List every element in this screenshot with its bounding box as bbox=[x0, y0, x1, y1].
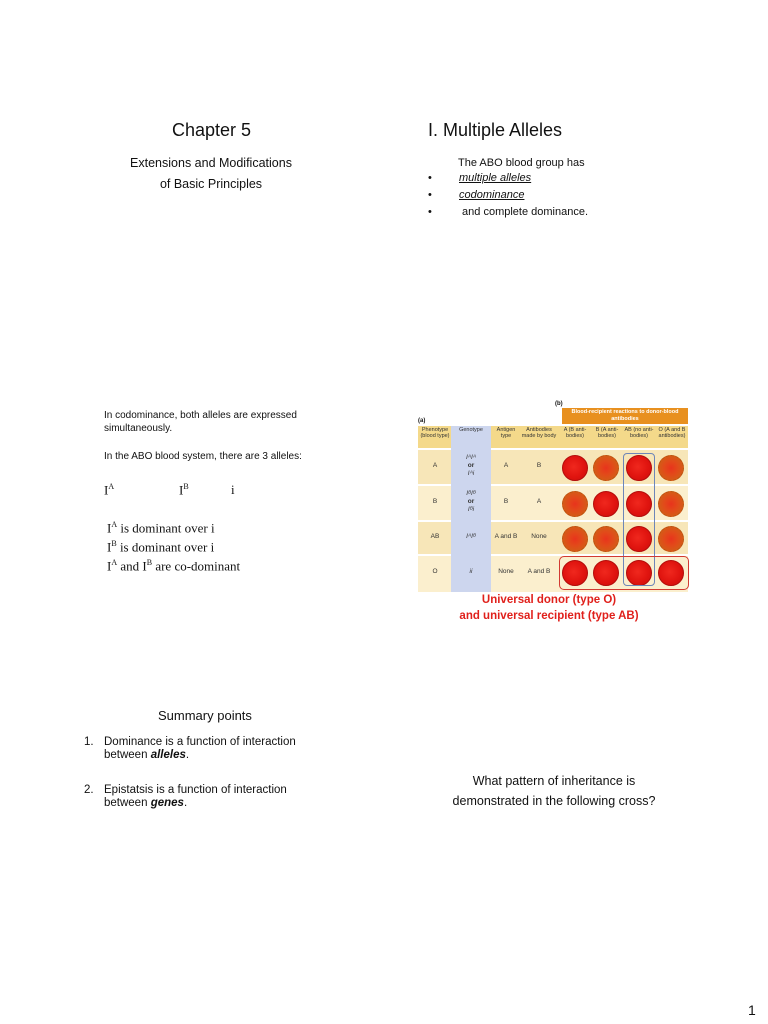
subtitle-line1: Extensions and Modifications bbox=[130, 156, 292, 170]
summary-title: Summary points bbox=[158, 708, 252, 723]
dominance-statement-1: $I^A$ is dominant over i bbox=[107, 520, 215, 536]
bullet-item bbox=[428, 172, 678, 189]
cell-phenotype: AB bbox=[430, 533, 440, 540]
reaction-spot-clumped bbox=[658, 526, 684, 552]
cell-genotype: ii bbox=[469, 568, 473, 575]
reaction-header: Blood-recipient reactions to donor-blood antibodies bbox=[562, 408, 688, 424]
col-header-phenotype: Phenotype (blood type) bbox=[420, 427, 450, 439]
reaction-spot-smooth bbox=[593, 491, 619, 517]
col-header-genotype: Genotype bbox=[459, 427, 483, 433]
col-header-donor-b: B (A anti-bodies) bbox=[595, 427, 619, 439]
cell-phenotype: B bbox=[432, 498, 438, 505]
chapter-title: Chapter 5 bbox=[172, 120, 252, 140]
col-header-donor-ab: AB (no anti-bodies) bbox=[624, 427, 654, 439]
col-header-antibodies: Antibodies made by body bbox=[521, 427, 557, 439]
reaction-spot-clumped bbox=[593, 455, 619, 481]
reaction-spot-clumped bbox=[658, 491, 684, 517]
abo-intro: The ABO blood group has bbox=[458, 157, 585, 169]
bullet-text: and complete dominance. bbox=[459, 206, 589, 218]
bullet-item bbox=[428, 189, 678, 206]
col-header-donor-a: A (B anti-bodies) bbox=[563, 427, 587, 439]
summary-item-2: 2. Epistatsis is a function of interaction between genes. bbox=[84, 784, 287, 809]
label-a: (a) bbox=[418, 418, 426, 424]
cell-antibody: A bbox=[536, 498, 542, 505]
cell-antigen: A bbox=[503, 462, 509, 469]
reaction-spot-clumped bbox=[658, 455, 684, 481]
codominance-text: In codominance, both alleles are expressed simultaneously. bbox=[104, 410, 297, 434]
page-number: 1 bbox=[748, 1002, 756, 1018]
inheritance-question: What pattern of inheritance is demonstrated in the following cross? bbox=[452, 774, 656, 808]
bullet-dot: • bbox=[428, 172, 432, 184]
bullet-item bbox=[428, 206, 678, 223]
chapter-subtitle bbox=[111, 153, 311, 195]
bullet-list bbox=[428, 172, 678, 223]
bullet-text: codominance bbox=[459, 189, 525, 201]
bullet-text: multiple alleles bbox=[459, 172, 532, 184]
cell-antigen: B bbox=[503, 498, 509, 505]
universal-recipient-caption: and universal recipient (type AB) bbox=[459, 610, 639, 622]
dominance-statement-2: $I^B$ is dominant over i bbox=[107, 539, 215, 555]
reaction-spot-clumped bbox=[562, 491, 588, 517]
cell-phenotype: A bbox=[432, 462, 438, 469]
universal-donor-caption: Universal donor (type O) bbox=[481, 594, 617, 606]
cell-antibody: None bbox=[531, 533, 547, 540]
cell-genotype: IᴬIᴬ or Iᴬi bbox=[466, 454, 476, 477]
summary-item-1: 1. Dominance is a function of interaction between alleles. bbox=[84, 736, 296, 761]
bullet-dot: • bbox=[428, 189, 432, 201]
bullet-dot: • bbox=[428, 206, 432, 218]
reaction-spot-clumped bbox=[562, 526, 588, 552]
subtitle-line2: of Basic Principles bbox=[159, 177, 263, 191]
cell-antigen: A and B bbox=[494, 533, 518, 540]
abo-blood-table bbox=[418, 398, 688, 592]
label-b: (b) bbox=[555, 401, 563, 407]
allele-ia: $I^A$ bbox=[104, 482, 115, 498]
cell-antibody: A and B bbox=[527, 568, 551, 575]
cell-antibody: B bbox=[536, 462, 542, 469]
o-row-highlight bbox=[559, 556, 689, 590]
multiple-alleles-title: I. Multiple Alleles bbox=[428, 120, 563, 140]
allele-ib: $I^B$ bbox=[179, 482, 189, 498]
col-header-donor-o: O (A and B antibodies) bbox=[658, 427, 686, 439]
reaction-spot-clumped bbox=[593, 526, 619, 552]
cell-genotype: IᴬIᴮ bbox=[466, 533, 476, 540]
col-header-antigen: Antigen type bbox=[496, 427, 516, 439]
codominance-statement: $I^A$ and $I^B$ are co-dominant bbox=[107, 558, 241, 574]
cell-genotype: IᴮIᴮ or Iᴮi bbox=[466, 490, 476, 513]
reaction-spot-smooth bbox=[562, 455, 588, 481]
allele-i: i bbox=[231, 482, 235, 497]
cell-antigen: None bbox=[498, 568, 514, 575]
cell-phenotype: O bbox=[432, 568, 438, 575]
abo-alleles-text: In the ABO blood system, there are 3 alleles: bbox=[104, 451, 302, 462]
universal-caption bbox=[418, 592, 680, 624]
